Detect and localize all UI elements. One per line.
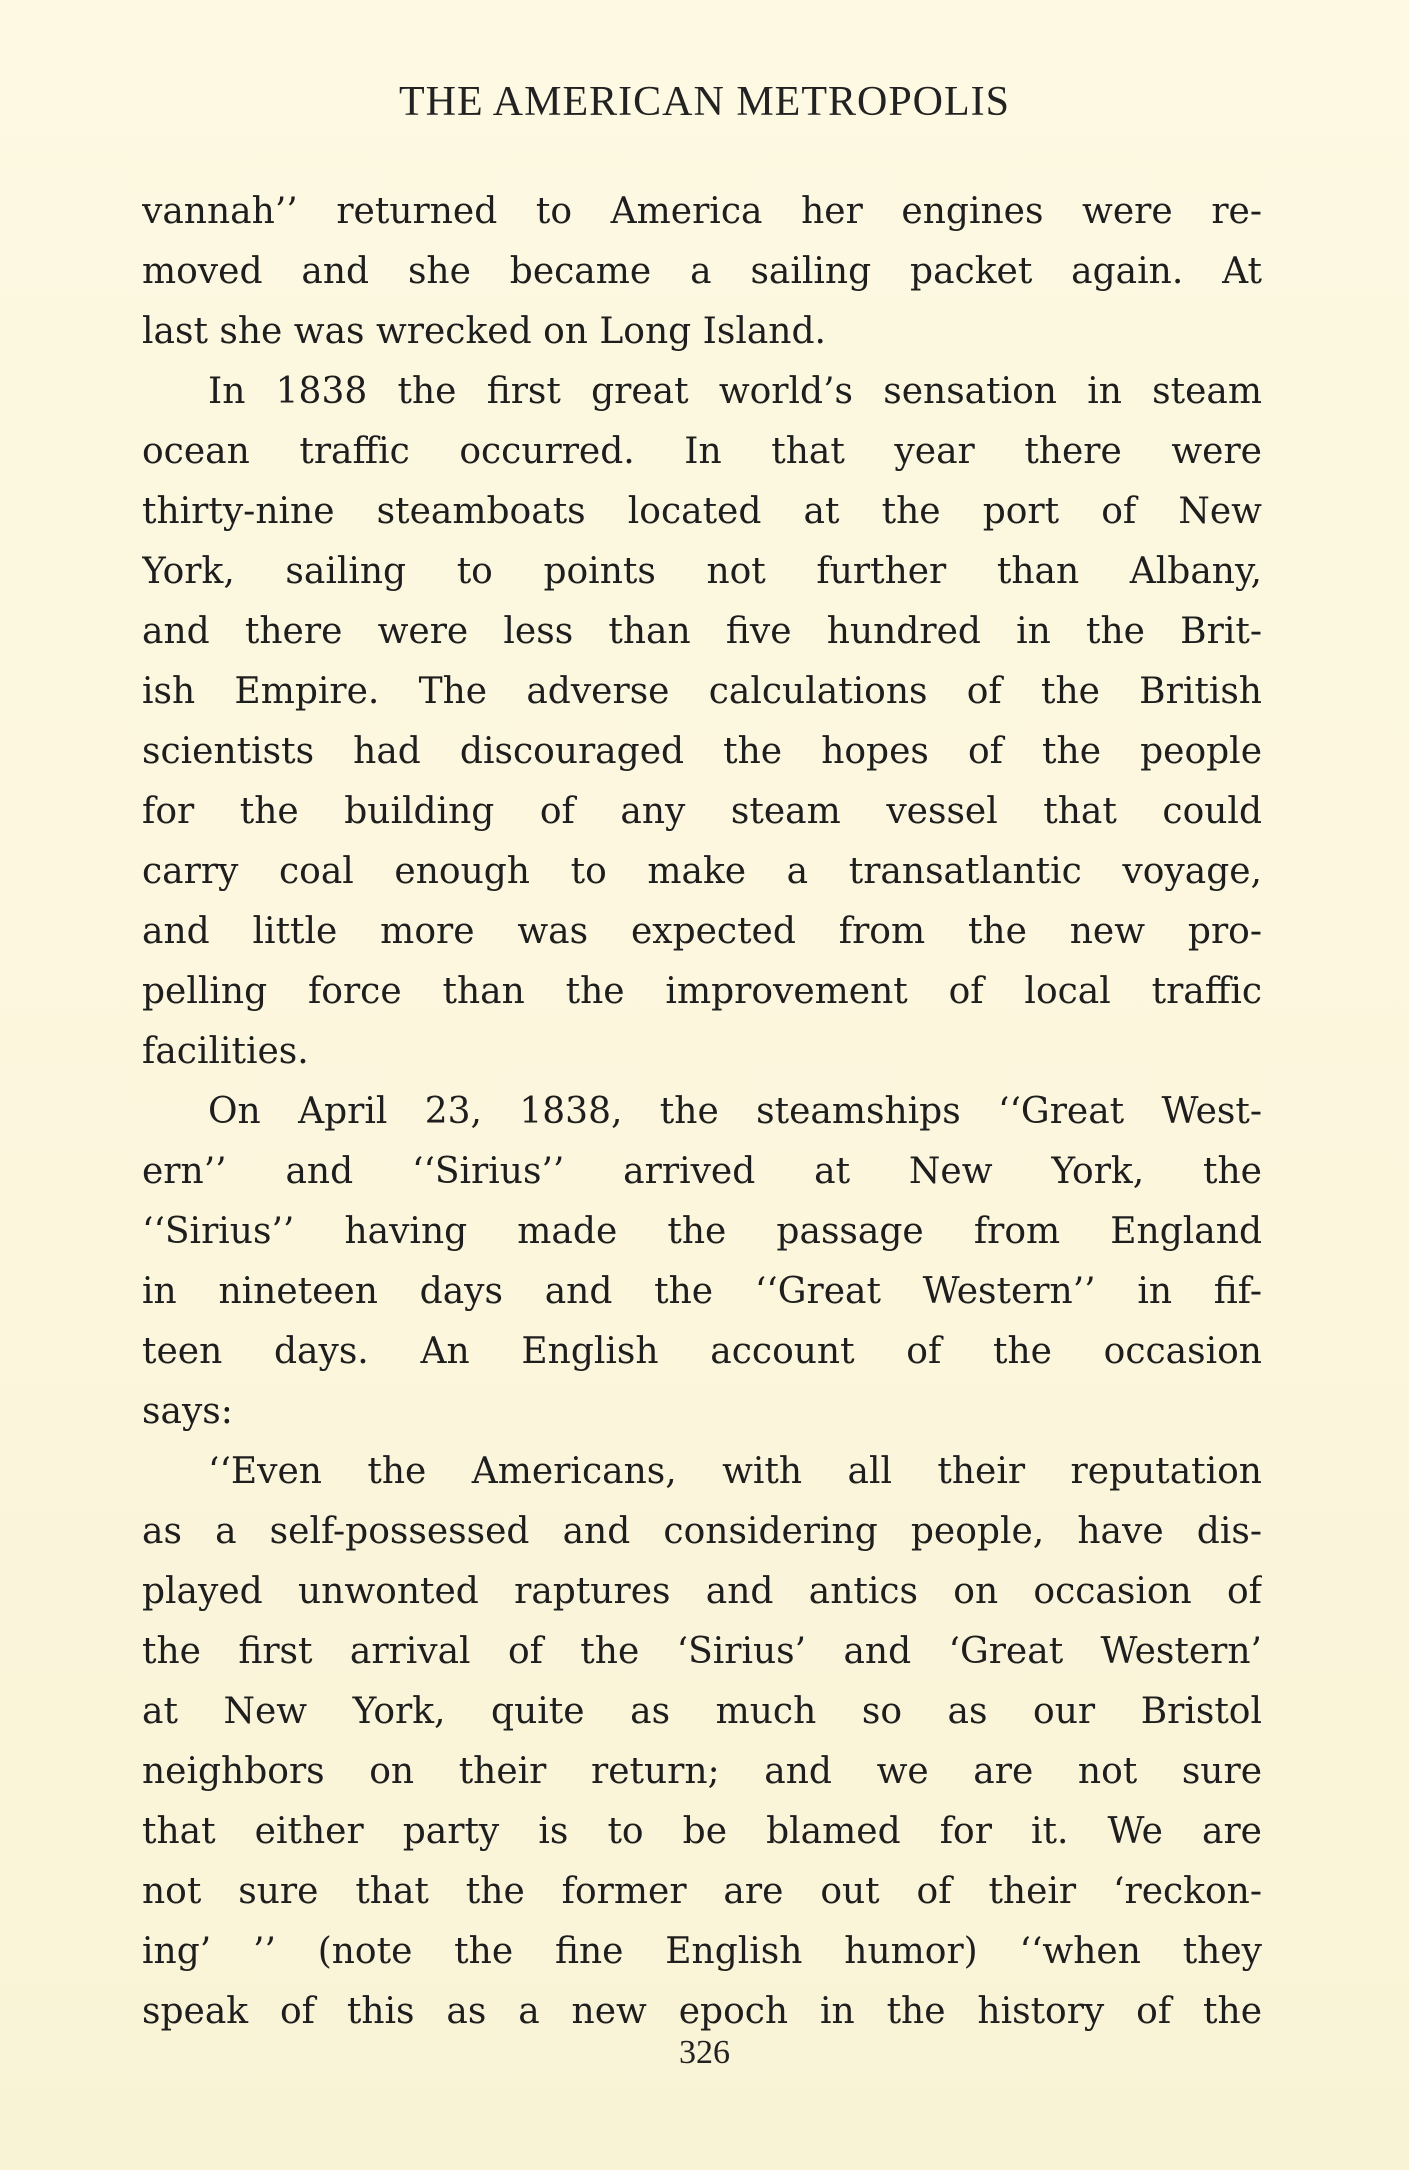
text-line: pelling force than the improvement of local traffic (142, 971, 1262, 1012)
text-line: ocean traffic occurred. In that year there were (142, 431, 1262, 472)
text-line: and there were less than five hundred in the Brit- (142, 611, 1262, 652)
text-line: moved and she became a sailing packet again. At (142, 251, 1262, 292)
text-line: speak of this as a new epoch in the history of the (142, 1991, 1262, 2032)
text-line: carry coal enough to make a transatlantic voyage, (142, 851, 1262, 892)
running-head: THE AMERICAN METROPOLIS (398, 79, 1011, 125)
text-line: ‘‘Sirius’’ having made the passage from England (142, 1211, 1262, 1252)
text-line: says: (142, 1391, 233, 1432)
text-line: On April 23, 1838, the steamships ‘‘Great West- (208, 1091, 1262, 1132)
text-line: played unwonted raptures and antics on occasion of (142, 1571, 1262, 1612)
page-number: 326 (679, 2034, 730, 2071)
text-line: scientists had discouraged the hopes of the people (142, 731, 1262, 772)
text-line: that either party is to be blamed for it. We are (142, 1811, 1262, 1852)
text-line: ish Empire. The adverse calculations of the British (142, 671, 1262, 712)
text-line: In 1838 the first great world’s sensation in steam (208, 371, 1262, 412)
text-line: neighbors on their return; and we are not sure (142, 1751, 1262, 1792)
text-line: facilities. (142, 1031, 309, 1072)
text-line: ‘‘Even the Americans, with all their reputation (208, 1451, 1262, 1492)
text-line: last she was wrecked on Long Island. (142, 311, 826, 352)
text-line: in nineteen days and the ‘‘Great Western’’ in fif- (142, 1271, 1262, 1312)
text-line: at New York, quite as much so as our Bristol (142, 1691, 1262, 1732)
text-line: York, sailing to points not further than Albany, (142, 551, 1262, 592)
text-line: for the building of any steam vessel that could (142, 791, 1262, 832)
text-line: ing’ ’’ (note the fine English humor) ‘‘when they (142, 1931, 1262, 1972)
text-line: teen days. An English account of the occasion (142, 1331, 1262, 1372)
text-line: vannah’’ returned to America her engines were re- (142, 191, 1262, 232)
text-line: not sure that the former are out of their ‘reckon- (142, 1871, 1262, 1912)
text-line: ern’’ and ‘‘Sirius’’ arrived at New York, the (142, 1151, 1262, 1192)
text-line: thirty-nine steamboats located at the port of New (142, 491, 1262, 532)
text-line: the first arrival of the ‘Sirius’ and ‘Great Western’ (142, 1631, 1262, 1672)
text-line: as a self-possessed and considering people, have dis- (142, 1511, 1262, 1552)
text-line: and little more was expected from the new pro- (142, 911, 1262, 952)
body-text (142, 182, 1262, 2042)
